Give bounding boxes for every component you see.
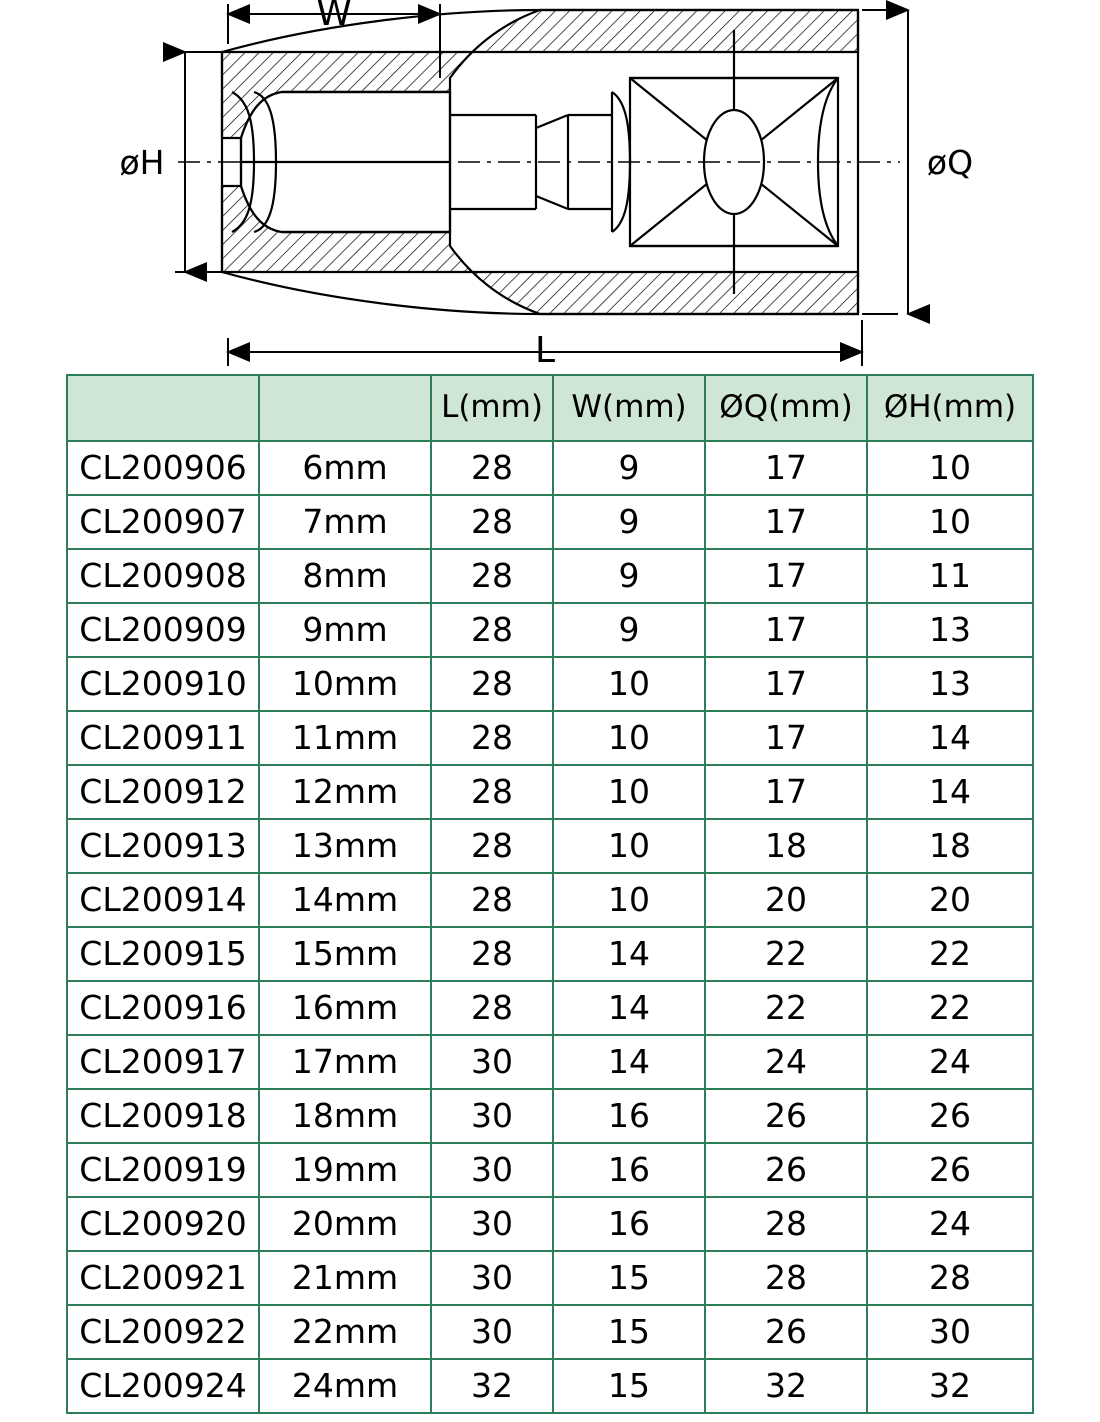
cell-drive-dia: 17 [705,711,867,765]
cell-length: 28 [431,981,553,1035]
cell-drive-dia: 20 [705,873,867,927]
cell-drive-dia: 32 [705,1359,867,1413]
cell-size: 20mm [259,1197,431,1251]
cell-drive-dia: 17 [705,441,867,495]
cell-size: 24mm [259,1359,431,1413]
socket-spec-table-container [66,374,1032,1414]
cell-length: 28 [431,549,553,603]
table-row [67,549,1033,603]
cell-width: 15 [553,1305,705,1359]
cell-width: 14 [553,927,705,981]
cell-size: 12mm [259,765,431,819]
table-row [67,495,1033,549]
table-row [67,603,1033,657]
cell-length: 28 [431,819,553,873]
cell-width: 10 [553,711,705,765]
dimension-label-oQ: øQ [926,143,974,182]
cell-bore-dia: 13 [867,603,1033,657]
cell-width: 10 [553,873,705,927]
cell-bore-dia: 24 [867,1197,1033,1251]
column-header-width: W(mm) [553,375,705,441]
cell-drive-dia: 17 [705,765,867,819]
cell-bore-dia: 22 [867,981,1033,1035]
cell-code: CL200912 [67,765,259,819]
cell-bore-dia: 24 [867,1035,1033,1089]
cell-drive-dia: 17 [705,603,867,657]
cell-code: CL200919 [67,1143,259,1197]
column-header-bore-dia: ØH(mm) [867,375,1033,441]
table-row [67,927,1033,981]
cell-size: 22mm [259,1305,431,1359]
column-header-code [67,375,259,441]
table-row [67,711,1033,765]
cell-bore-dia: 30 [867,1305,1033,1359]
cell-bore-dia: 18 [867,819,1033,873]
cell-width: 16 [553,1143,705,1197]
cell-code: CL200909 [67,603,259,657]
dimension-label-W: W [316,0,352,34]
cell-length: 30 [431,1089,553,1143]
cell-length: 30 [431,1305,553,1359]
cell-width: 15 [553,1251,705,1305]
cell-drive-dia: 17 [705,495,867,549]
cell-length: 28 [431,927,553,981]
table-row [67,1251,1033,1305]
cell-code: CL200918 [67,1089,259,1143]
cell-bore-dia: 10 [867,495,1033,549]
cell-code: CL200913 [67,819,259,873]
cell-code: CL200924 [67,1359,259,1413]
cell-drive-dia: 17 [705,549,867,603]
cell-width: 9 [553,603,705,657]
cell-size: 16mm [259,981,431,1035]
dimension-label-oH: øH [119,143,165,182]
cell-drive-dia: 17 [705,657,867,711]
cell-bore-dia: 10 [867,441,1033,495]
cell-size: 17mm [259,1035,431,1089]
cell-drive-dia: 26 [705,1143,867,1197]
cell-length: 30 [431,1251,553,1305]
cell-drive-dia: 22 [705,981,867,1035]
cell-bore-dia: 11 [867,549,1033,603]
cell-length: 28 [431,603,553,657]
cell-code: CL200921 [67,1251,259,1305]
cell-bore-dia: 26 [867,1089,1033,1143]
cell-size: 13mm [259,819,431,873]
cell-bore-dia: 32 [867,1359,1033,1413]
cell-code: CL200911 [67,711,259,765]
cell-code: CL200917 [67,1035,259,1089]
cell-code: CL200906 [67,441,259,495]
column-header-length: L(mm) [431,375,553,441]
cell-size: 18mm [259,1089,431,1143]
cell-length: 28 [431,711,553,765]
cell-width: 14 [553,1035,705,1089]
cell-code: CL200915 [67,927,259,981]
table-row [67,981,1033,1035]
table-body [67,441,1033,1413]
cell-size: 9mm [259,603,431,657]
cell-length: 28 [431,495,553,549]
cell-length: 30 [431,1143,553,1197]
cell-size: 11mm [259,711,431,765]
cell-length: 28 [431,657,553,711]
socket-spec-table [66,374,1034,1414]
table-header-row [67,375,1033,441]
table-row [67,441,1033,495]
cell-drive-dia: 26 [705,1305,867,1359]
cell-width: 9 [553,441,705,495]
cell-width: 16 [553,1089,705,1143]
cell-size: 21mm [259,1251,431,1305]
column-header-size [259,375,431,441]
cell-width: 9 [553,495,705,549]
table-row [67,765,1033,819]
table-row [67,873,1033,927]
cell-code: CL200920 [67,1197,259,1251]
cell-bore-dia: 14 [867,765,1033,819]
cell-code: CL200907 [67,495,259,549]
cell-width: 15 [553,1359,705,1413]
cell-drive-dia: 24 [705,1035,867,1089]
cell-code: CL200922 [67,1305,259,1359]
dimension-label-L: L [534,330,556,371]
table-row [67,819,1033,873]
cell-bore-dia: 28 [867,1251,1033,1305]
column-header-drive-dia: ØQ(mm) [705,375,867,441]
table-row [67,1035,1033,1089]
cell-code: CL200908 [67,549,259,603]
cell-bore-dia: 14 [867,711,1033,765]
cell-width: 10 [553,657,705,711]
cell-drive-dia: 18 [705,819,867,873]
cell-bore-dia: 26 [867,1143,1033,1197]
table-row [67,1089,1033,1143]
cell-drive-dia: 28 [705,1251,867,1305]
cell-size: 7mm [259,495,431,549]
table-row [67,1305,1033,1359]
table-row [67,1143,1033,1197]
cell-width: 10 [553,819,705,873]
cell-length: 28 [431,765,553,819]
cell-width: 9 [553,549,705,603]
cell-drive-dia: 28 [705,1197,867,1251]
cell-drive-dia: 22 [705,927,867,981]
cell-bore-dia: 13 [867,657,1033,711]
cell-width: 16 [553,1197,705,1251]
cell-bore-dia: 20 [867,873,1033,927]
cell-size: 6mm [259,441,431,495]
cell-code: CL200910 [67,657,259,711]
cell-drive-dia: 26 [705,1089,867,1143]
cell-size: 8mm [259,549,431,603]
table-row [67,1197,1033,1251]
cell-length: 30 [431,1035,553,1089]
cell-code: CL200914 [67,873,259,927]
cell-size: 19mm [259,1143,431,1197]
cell-width: 14 [553,981,705,1035]
cell-bore-dia: 22 [867,927,1033,981]
cell-code: CL200916 [67,981,259,1035]
cell-size: 15mm [259,927,431,981]
cell-length: 32 [431,1359,553,1413]
table-row [67,657,1033,711]
cell-width: 10 [553,765,705,819]
cell-length: 28 [431,873,553,927]
cell-size: 10mm [259,657,431,711]
socket-technical-drawing [0,0,1100,372]
table-row [67,1359,1033,1413]
cell-length: 30 [431,1197,553,1251]
cell-length: 28 [431,441,553,495]
cell-size: 14mm [259,873,431,927]
